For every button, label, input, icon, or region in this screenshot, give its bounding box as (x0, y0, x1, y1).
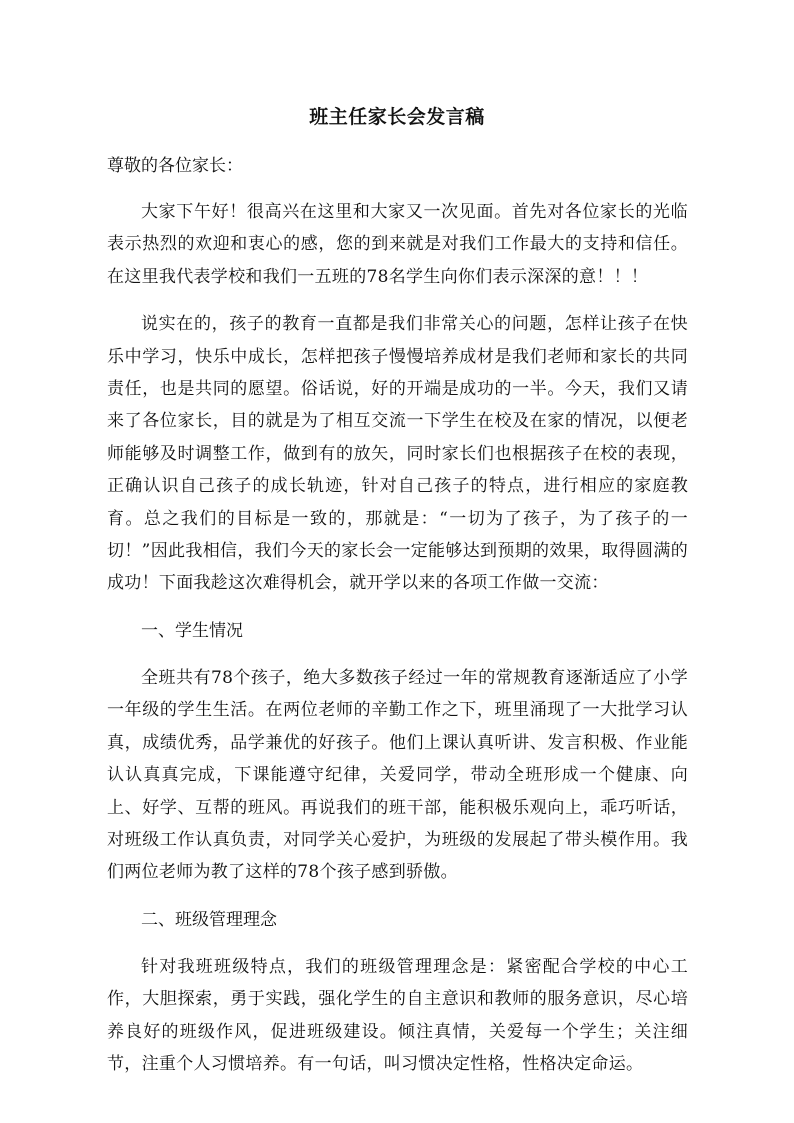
salutation: 尊敬的各位家长： (107, 156, 243, 176)
section-heading-class-management: 二、班级管理理念 (141, 909, 277, 930)
paragraph-greeting: 大家下午好！很高兴在这里和大家又一次见面。首先对各位家长的光临表示热烈的欢迎和衷心的感，您的到来就是对我们工作最大的支持和信任。在这里我代表学校和我们一五班的78名学生向你们表示深深的意！！！ (107, 202, 688, 287)
section-heading-student-situation: 一、学生情况 (141, 620, 243, 641)
paragraph-introduction: 说实在的，孩子的教育一直都是我们非常关心的问题，怎样让孩子在快乐中学习，快乐中成长，怎样把孩子慢慢培养成材是我们老师和家长的共同责任，也是共同的愿望。俗话说，好的开端是成功的一半。今天，我们又请来了各位家长，目的就是为了相互交流一下学生在校及在家的情况，以便老师能够及时调整工作，做到有的放矢，同时家长们也根据孩子在校的表现，正确认识自己孩子的成长轨迹，针对自己孩子的特点，进行相应的家庭教育。总之我们的目标是一致的，那就是：“一切为了孩子，为了孩子的一切！”因此我相信，我们今天的家长会一定能够达到预期的效果，取得圆满的成功！下面我趁这次难得机会，就开学以来的各项工作做一交流： (107, 314, 688, 594)
document-title: 班主任家长会发言稿 (309, 106, 485, 128)
paragraph-student-situation: 全班共有78个孩子，绝大多数孩子经过一年的常规教育逐渐适应了小学一年级的学生生活。在两位老师的辛勤工作之下，班里涌现了一大批学习认真，成绩优秀，品学兼优的好孩子。他们上课认真听讲、发言积极、作业能认认真真完成，下课能遵守纪律，关爱同学，带动全班形成一个健康、向上、好学、互帮的班风。再说我们的班干部，能积极乐观向上，乖巧听话，对班级工作认真负责，对同学关心爱护，为班级的发展起了带头模作用。我们两位老师为教了这样的78个孩子感到骄傲。 (107, 667, 688, 883)
document-body (107, 150, 688, 1095)
paragraph-class-management: 针对我班班级特点，我们的班级管理理念是：紧密配合学校的中心工作，大胆探索，勇于实践，强化学生的自主意识和教师的服务意识，尽心培养良好的班级作风，促进班级建设。倾注真情，关爱每一个学生；关注细节，注重个人习惯培养。有一句话，叫习惯决定性格，性格决定命运。 (107, 956, 688, 1074)
